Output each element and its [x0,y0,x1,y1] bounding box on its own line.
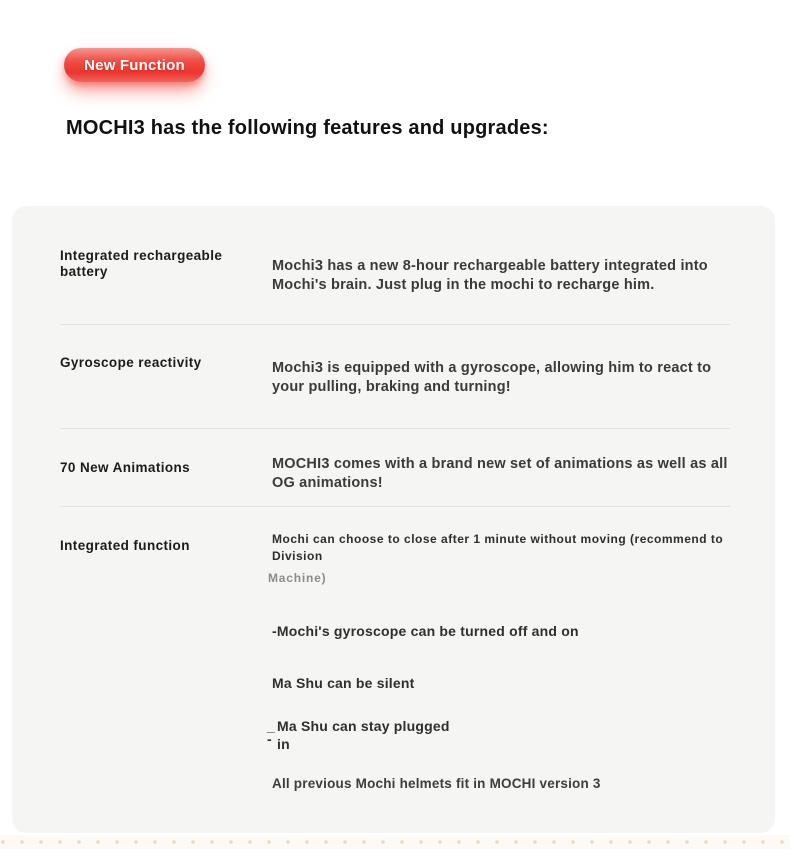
new-function-badge[interactable]: New Function [64,48,205,82]
page-title: MOCHI3 has the following features and upgrades: [66,117,549,139]
detail-auto-close-line-2: Division [272,549,323,564]
feature-label-integrated-function: Integrated function [60,538,190,553]
detail-auto-close-line-3: Machine) [268,570,327,585]
detail-stay-plugged-line-1: Ma Shu can stay plugged [277,717,450,734]
feature-label-gyroscope: Gyroscope reactivity [60,355,202,370]
feature-label-animations: 70 New Animations [60,460,191,475]
feature-description-animations: MOCHI3 comes with a brand new set of animations as well as all OG animations! [272,456,728,492]
feature-row-integrated-function [12,507,775,792]
detail-gyroscope-toggle: -Mochi's gyroscope can be turned off and on [272,623,579,640]
feature-row-animations [12,429,775,506]
detail-silent-mode: Ma Shu can be silent [272,675,415,692]
detail-stay-plugged-line-2: in [277,735,290,752]
feature-label-battery: Integrated rechargeable battery [60,248,223,279]
detail-stay-plugged-dash-1: _ [267,717,275,734]
detail-auto-close [272,531,730,566]
detail-helmet-compatibility: All previous Mochi helmets fit in MOCHI version 3 [272,775,601,791]
detail-stay-plugged-dash-2: - [267,730,272,747]
feature-details-integrated-function [267,531,730,792]
detail-auto-close-line-1: Mochi can choose to close after 1 minute without moving (recommend to [272,532,724,546]
feature-row-gyroscope [12,325,775,428]
feature-description-gyroscope: Mochi3 is equipped with a gyroscope, allowing him to react to your pulling, braking and turning! [272,360,712,396]
feature-row-battery [12,206,775,324]
features-card [12,206,775,833]
background-texture [0,835,790,849]
feature-description-battery: Mochi3 has a new 8-hour rechargeable battery integrated into Mochi's brain. Just plug in the mochi to recharge him. [272,258,708,294]
detail-stay-plugged [267,717,730,753]
